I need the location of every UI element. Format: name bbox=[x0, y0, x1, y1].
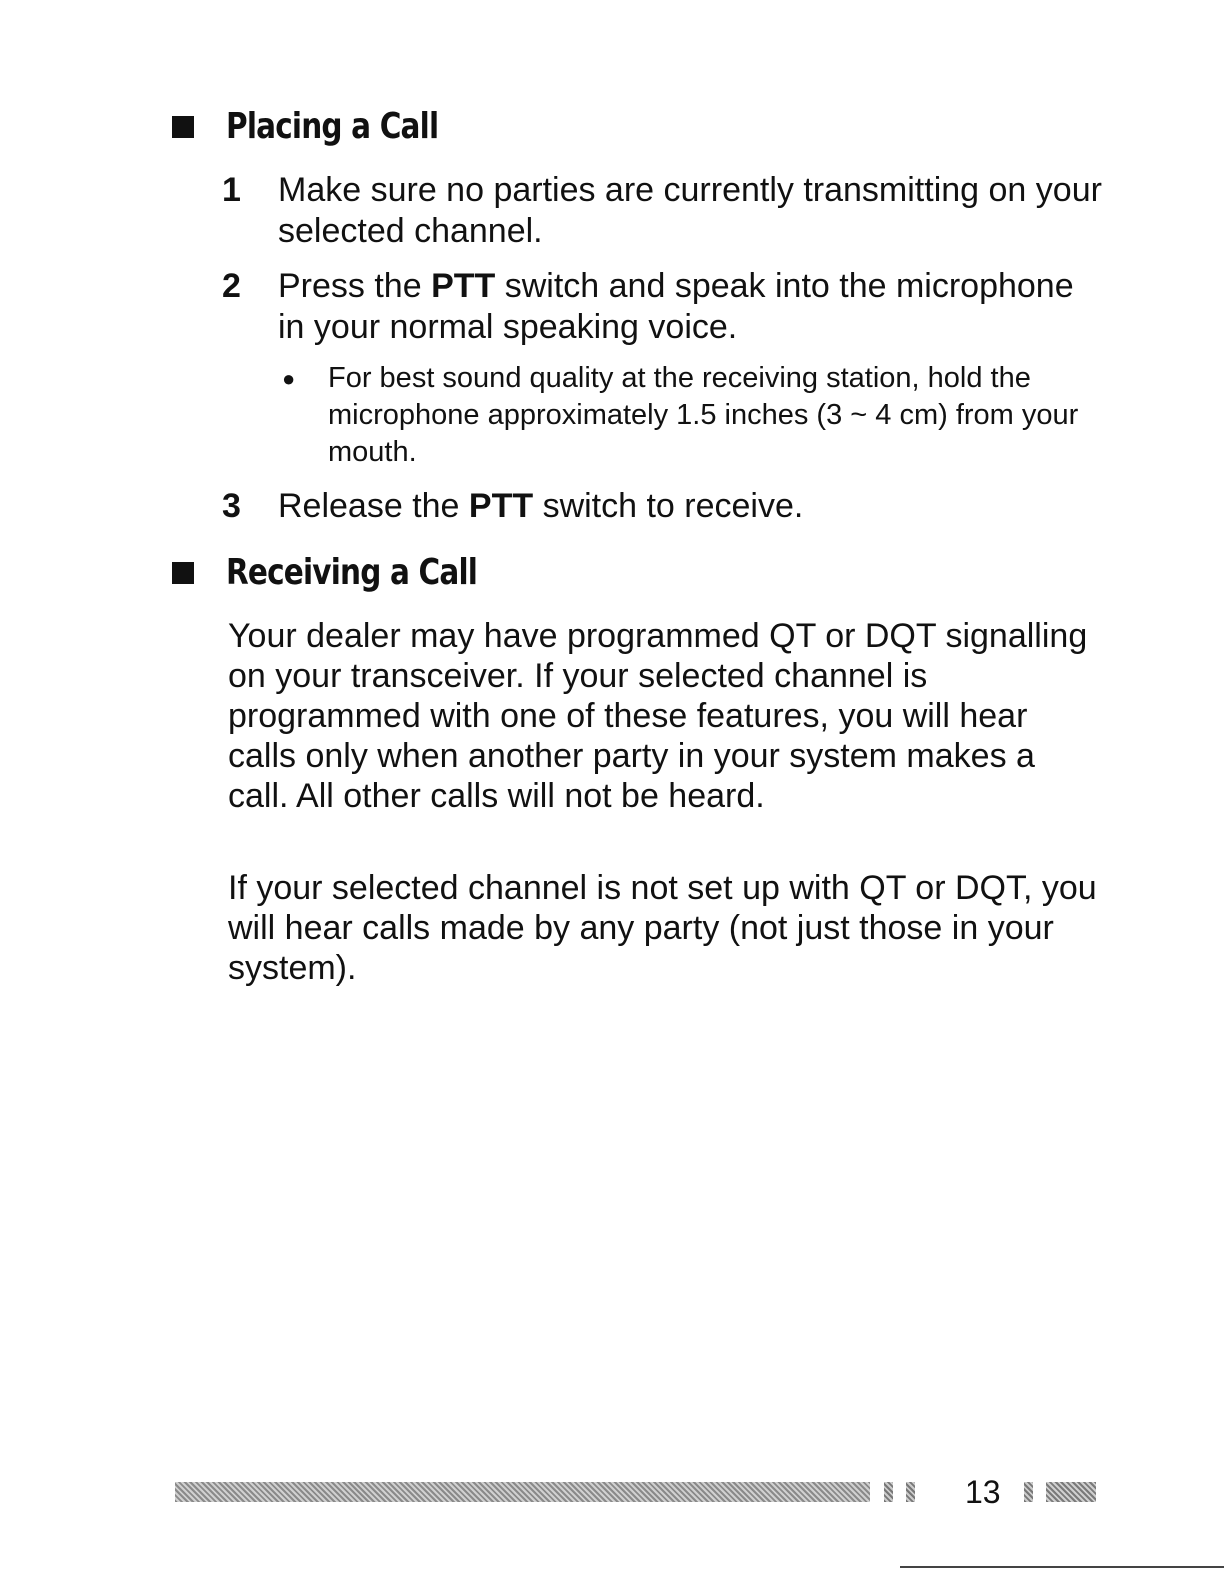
step-number: 1 bbox=[222, 171, 241, 209]
step-3 bbox=[222, 486, 1102, 527]
heading-text: Placing a Call bbox=[226, 106, 439, 147]
footer-square bbox=[906, 1482, 915, 1502]
step-text-pre: Press the bbox=[278, 267, 432, 305]
section-heading-receiving bbox=[172, 552, 532, 593]
dot-bullet-icon: ● bbox=[282, 366, 296, 391]
square-bullet-icon bbox=[172, 562, 194, 584]
footer-square bbox=[884, 1482, 893, 1502]
step-text: Make sure no parties are currently transmitting on your selected channel. bbox=[278, 171, 1102, 250]
step-text-post: switch to receive. bbox=[533, 487, 804, 525]
step-1 bbox=[222, 170, 1102, 252]
page-number: 13 bbox=[965, 1474, 1001, 1510]
footer-bar bbox=[175, 1482, 870, 1502]
step-number: 2 bbox=[222, 267, 241, 305]
section-heading-placing bbox=[172, 106, 485, 147]
paragraph-2: If your selected channel is not set up with QT or DQT, you will hear calls made by any party (not just those in your system). bbox=[228, 869, 1097, 987]
step-text bbox=[278, 266, 1102, 348]
step-text bbox=[278, 486, 1102, 527]
note-text: For best sound quality at the receiving station, hold the microphone approximately 1.5 inches (3 ~ 4 cm) from your mouth. bbox=[328, 362, 1079, 468]
heading-text: Receiving a Call bbox=[226, 552, 478, 593]
bottom-rule bbox=[900, 1566, 1224, 1568]
step-text-pre: Release the bbox=[278, 487, 469, 525]
step-2 bbox=[222, 266, 1102, 348]
step-number: 3 bbox=[222, 487, 241, 525]
square-bullet-icon bbox=[172, 116, 194, 138]
paragraph-1: Your dealer may have programmed QT or DQT signalling on your transceiver. If your selected channel is programmed with one of these features, you will hear calls only when another party in your system makes a call. All other calls will not be heard. bbox=[228, 617, 1088, 815]
ptt-keyword: PTT bbox=[468, 487, 534, 525]
footer-bar-tail bbox=[1046, 1482, 1096, 1502]
footer-square bbox=[1024, 1482, 1033, 1502]
ptt-keyword: PTT bbox=[431, 267, 496, 305]
step-text-post: switch and speak into the microphone in your normal speaking voice. bbox=[278, 267, 1074, 346]
note-bullet bbox=[282, 360, 1102, 471]
